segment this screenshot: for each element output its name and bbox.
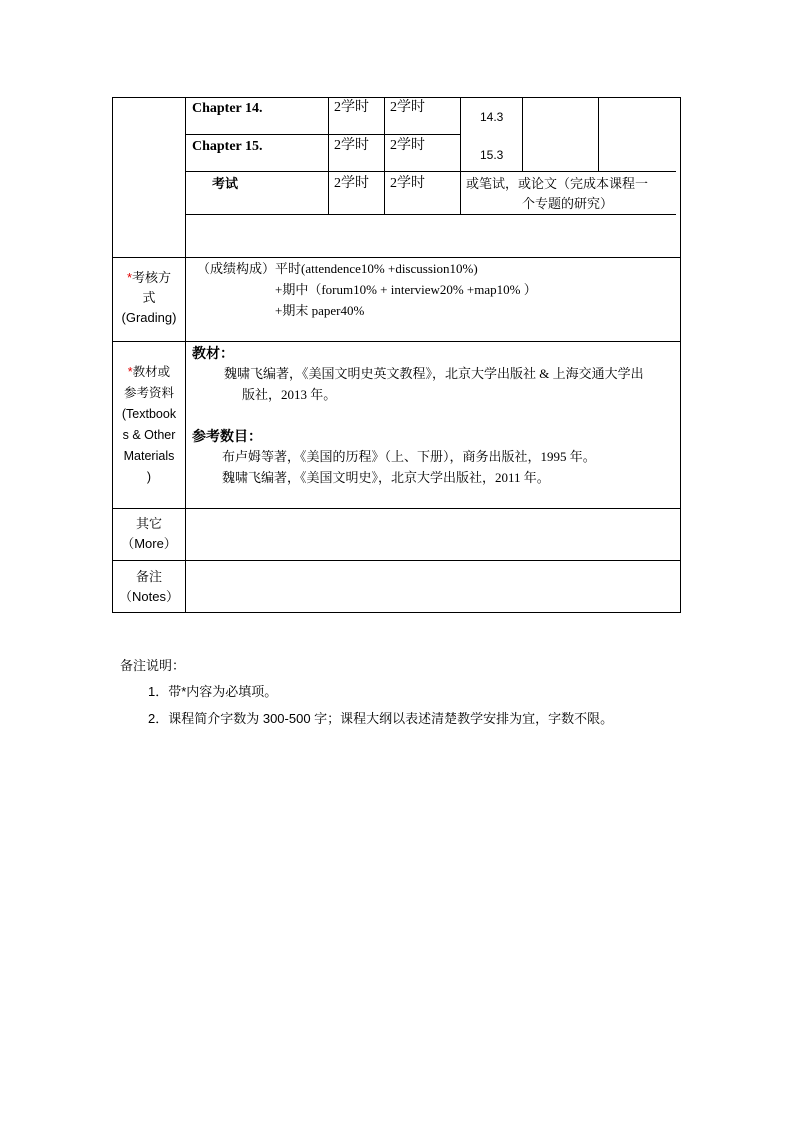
chapter-15-title: Chapter 15. xyxy=(192,139,263,154)
notes-label: 备注 （Notes） xyxy=(119,569,179,604)
exam-hours-2: 2学时 xyxy=(390,176,425,191)
chapter-14-section: 14.3 xyxy=(480,110,504,124)
required-star: * xyxy=(127,365,133,379)
textbook-line-2: 版社，2013 年。 xyxy=(242,387,337,402)
required-star: * xyxy=(126,270,133,285)
chapter-15-hours: 2学时 xyxy=(334,138,369,153)
chapter-14-hours-2: 2学时 xyxy=(390,100,425,115)
chapter-15-hours-2: 2学时 xyxy=(390,138,425,153)
exam-format-line1: 或笔试，或论文（完成本课程一 xyxy=(466,176,649,191)
chapter-14-hours: 2学时 xyxy=(334,100,369,115)
remarks-item-2: 2．课程简介字数为 300-500 字；课程大纲以表述清楚教学安排为宜，字数不限。 xyxy=(148,711,614,726)
grading-line-2: +期中（forum10% + interview20% +map10% ） xyxy=(275,282,537,297)
textbook-heading: 教材： xyxy=(192,345,234,361)
remarks-item-1: 1．带*内容为必填项。 xyxy=(148,684,278,699)
reference-item-2: 魏啸飞编著，《美国文明史》，北京大学出版社，2011 年。 xyxy=(222,470,550,485)
more-label: 其它 （More） xyxy=(121,516,177,551)
remarks-title: 备注说明： xyxy=(120,658,186,673)
grading-line-3: +期末 paper40% xyxy=(275,303,365,318)
reference-heading: 参考数目： xyxy=(192,428,262,444)
exam-hours: 2学时 xyxy=(334,176,369,191)
exam-format-line2: 个专题的研究） xyxy=(522,196,614,211)
materials-label: *教材或 参考资料 (Textbook s & Other Materials ) xyxy=(121,365,177,484)
grading-line-1: （成绩构成）平时(attendence10% +discussion10%) xyxy=(197,261,478,276)
textbook-line-1: 魏啸飞编著，《美国文明史英文教程》，北京大学出版社 & 上海交通大学出 xyxy=(224,366,644,381)
reference-item-1: 布卢姆等著，《美国的历程》（上、下册），商务出版社，1995 年。 xyxy=(222,449,596,464)
chapter-15-section: 15.3 xyxy=(480,148,504,162)
grading-label: *考核方 式 (Grading) xyxy=(121,270,177,325)
chapter-14-title: Chapter 14. xyxy=(192,101,263,116)
exam-title: 考试 xyxy=(212,176,239,191)
